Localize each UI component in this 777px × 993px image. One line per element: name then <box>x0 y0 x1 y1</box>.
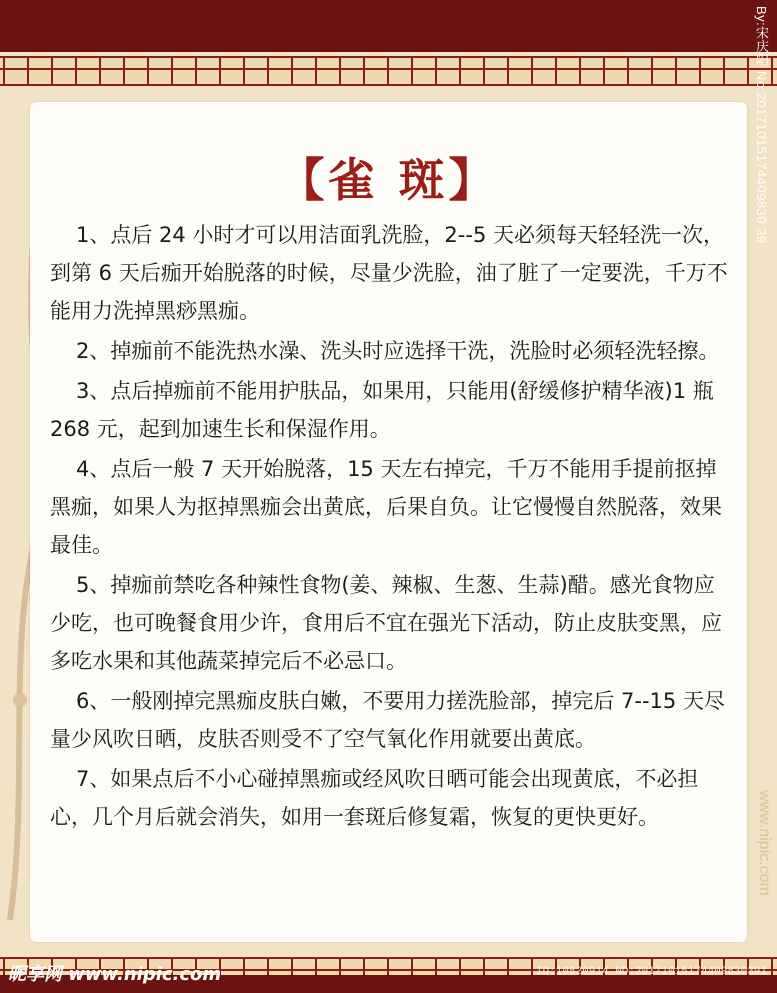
id-watermark: ID:10820914 NO:20171015174409830391 <box>535 966 767 978</box>
list-item: 2、掉痂前不能洗热水澡、洗头时应选择干洗，洗脸时必须轻洗轻擦。 <box>76 339 720 363</box>
side-watermark: By:宋庆阳 No:20171015174409830 39 <box>754 6 769 244</box>
list-item: 1、点后 24 小时才可以用洁面乳洗脸，2--5 天必须每天轻轻洗一次，到第 6 天后痂开始脱落的时候，尽量少洗脸，油了脏了一定要洗，千万不能用力洗掉黑痧黑痂。 <box>50 223 728 323</box>
side-url-watermark: www.nipic.com <box>756 790 773 896</box>
site-watermark: 昵享网 www.nipic.com <box>8 964 222 985</box>
list-item: 7、如果点后不小心碰掉黑痂或经风吹日晒可能会出现黄底，不必担心，几个月后就会消失，如用一套斑后修复霜，恢复的更快更好。 <box>50 767 699 829</box>
list-item: 5、掉痂前禁吃各种辣性食物(姜、辣椒、生葱、生蒜)醋。感光食物应少吃，也可晚餐食用少许，食用后不宜在强光下活动，防止皮肤变黑，应多吃水果和其他蔬菜掉完后不必忌口。 <box>50 573 722 673</box>
list-item: 6、一般刚掉完黑痂皮肤白嫩，不要用力搓洗脸部，掉完后 7--15 天尽量少风吹日晒，皮肤否则受不了空气氧化作用就要出黄底。 <box>50 689 725 751</box>
top-band <box>0 0 777 52</box>
list-item: 3、点后掉痂前不能用护肤品，如果用，只能用(舒缓修护精华液)1 瓶 268 元，起到加速生长和保湿作用。 <box>50 379 714 441</box>
top-key-pattern-border <box>0 56 777 86</box>
instruction-list <box>50 216 730 838</box>
page-title: 【雀 斑】 <box>278 153 499 207</box>
content-panel <box>30 102 747 942</box>
list-item: 4、点后一般 7 天开始脱落，15 天左右掉完，千万不能用手提前抠掉黑痂，如果人为抠掉黑痂会出黄底，后果自负。让它慢慢自然脱落，效果最佳。 <box>50 457 722 557</box>
